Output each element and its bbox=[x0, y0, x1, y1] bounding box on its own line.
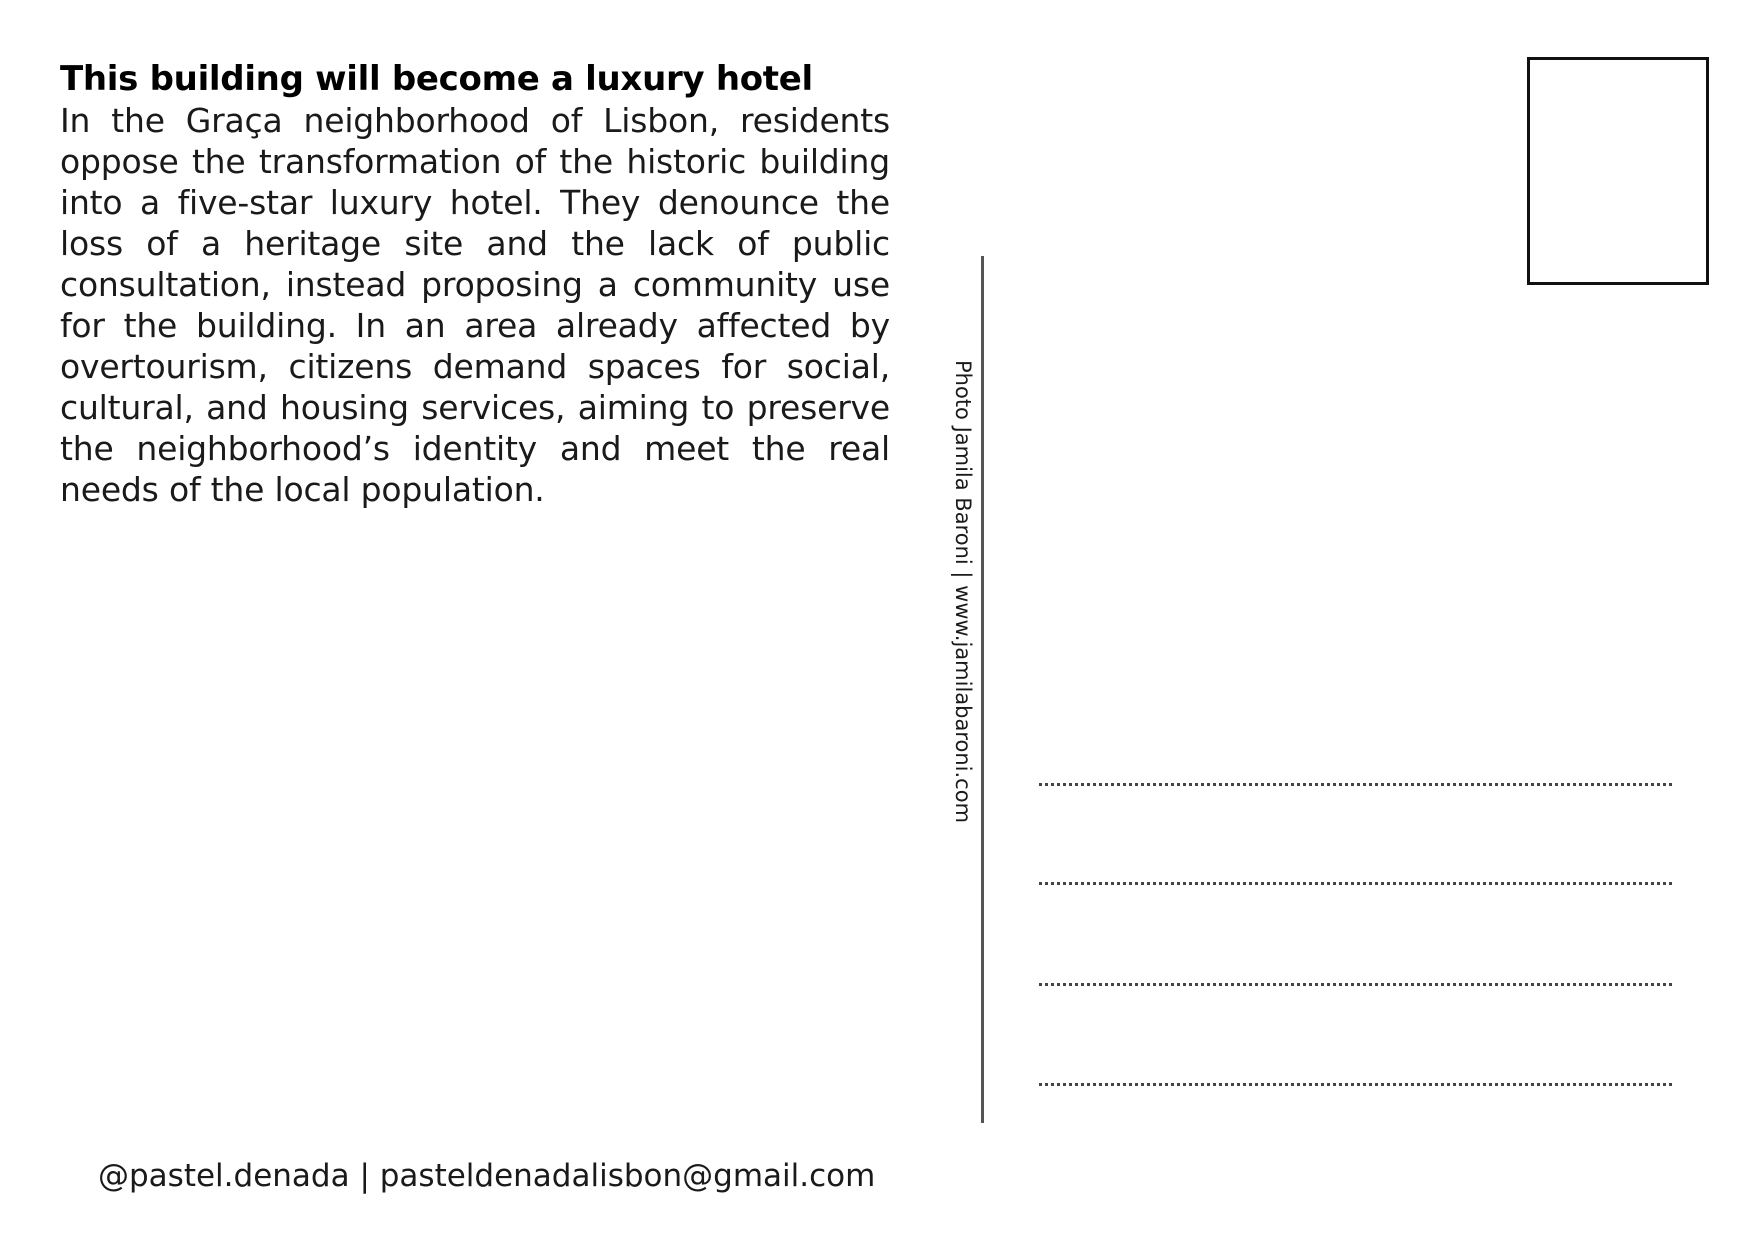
photo-credit: Photo Jamila Baroni | www.jamilabaroni.com bbox=[951, 360, 975, 824]
address-line-3 bbox=[1039, 983, 1672, 986]
postcard-headline: This building will become a luxury hotel bbox=[60, 59, 813, 99]
postcard-body-text: In the Graça neighborhood of Lisbon, residents oppose the transformation of the historic building into a five-star luxury hotel. They denounce the loss of a heritage site and the lack of public consultation, instead proposing a community use for the building. In an area already affected by overtourism, citizens demand spaces for social, cultural, and housing services, aiming to preserve the neighborhood’s identity and meet the real needs of the local population. bbox=[60, 101, 890, 509]
vertical-divider bbox=[981, 256, 984, 1123]
description-block bbox=[60, 58, 890, 510]
address-line-4 bbox=[1039, 1083, 1672, 1086]
stamp-box bbox=[1527, 57, 1709, 285]
photo-credit-container bbox=[953, 360, 975, 890]
footer-contact: @pastel.denada | pasteldenadalisbon@gmail.com bbox=[98, 1158, 876, 1194]
address-line-2 bbox=[1039, 882, 1672, 885]
address-line-1 bbox=[1039, 783, 1672, 786]
